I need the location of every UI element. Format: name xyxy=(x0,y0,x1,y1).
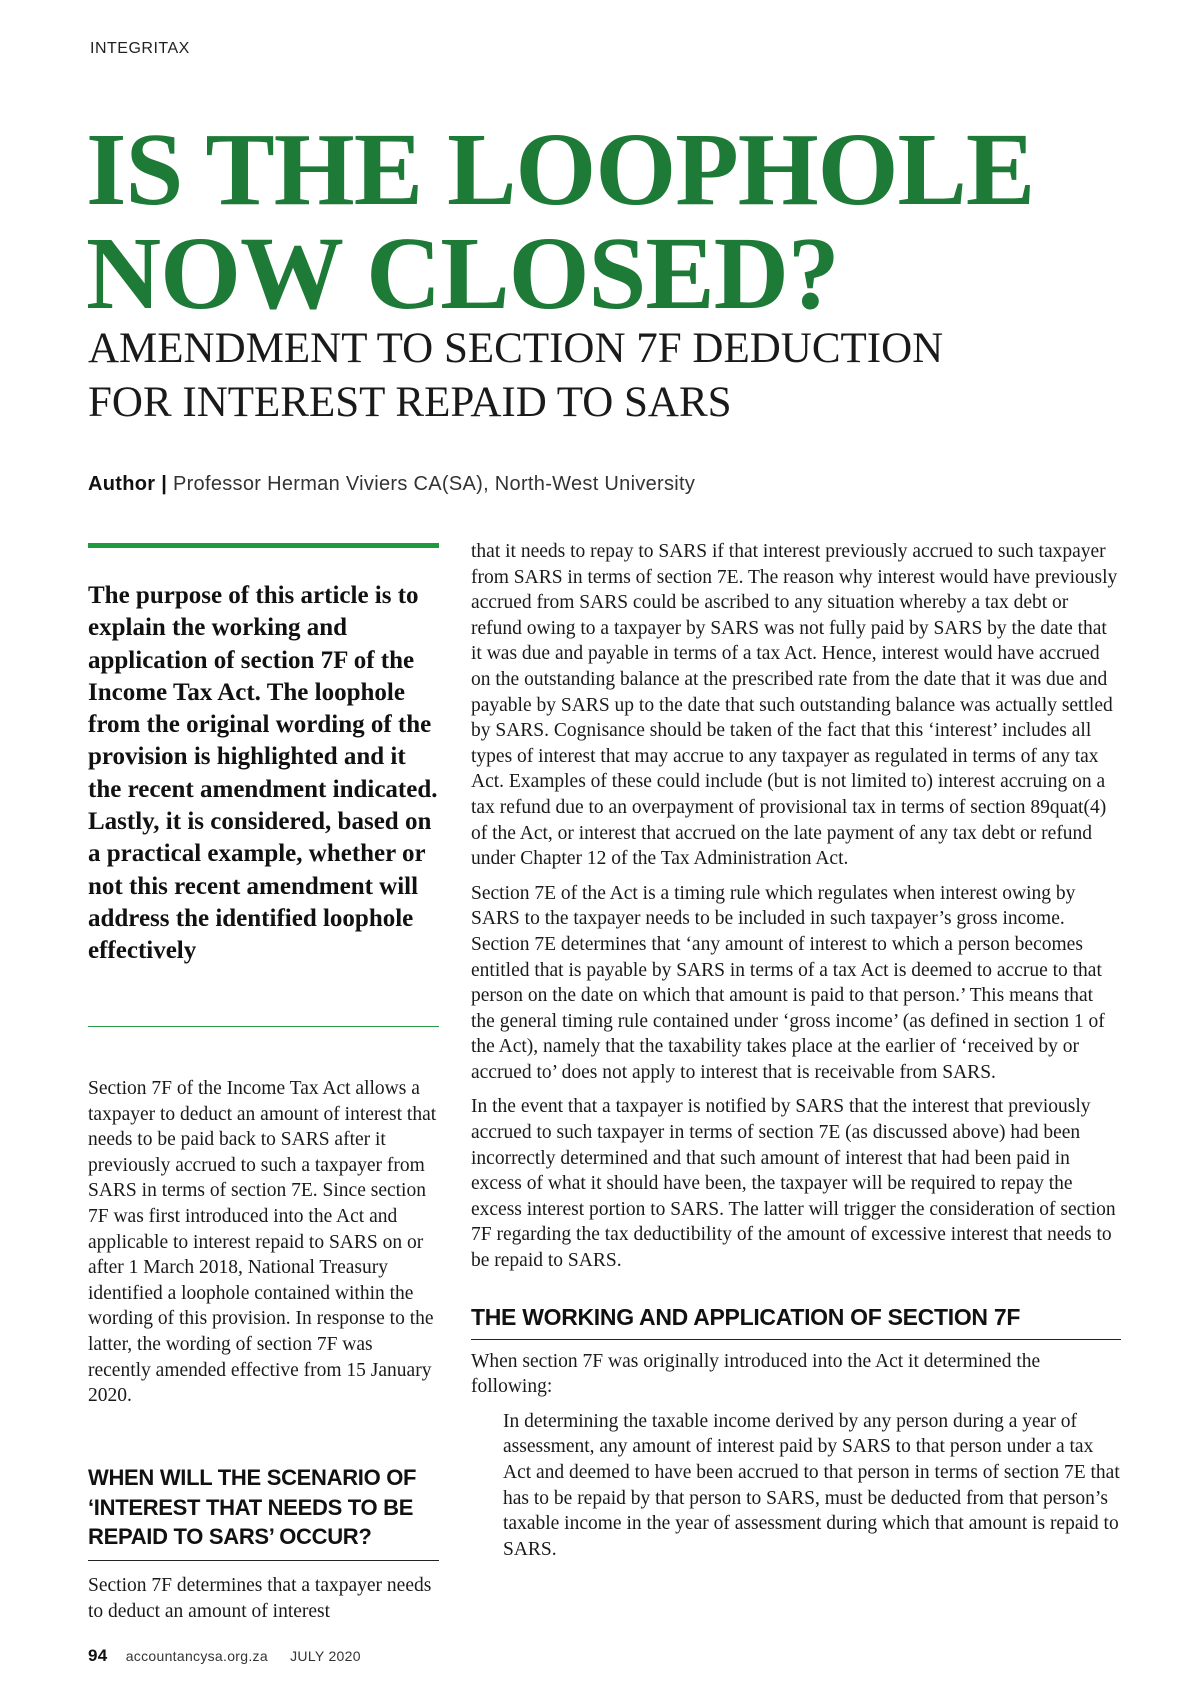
section-heading-scenario: WHEN WILL THE SCENARIO OF ‘INTEREST THAT NEEDS TO BE REPAID TO SARS’ OCCUR? xyxy=(88,1465,417,1549)
author-name: Professor Herman Viviers CA(SA), North-West University xyxy=(172,473,696,495)
page-number: 94 xyxy=(88,1646,108,1665)
section-heading-rule xyxy=(88,1560,439,1561)
abstract-bottom-rule xyxy=(88,1026,439,1027)
section-heading-working: THE WORKING AND APPLICATION OF SECTION 7F xyxy=(471,1303,1021,1330)
issue-date: JULY 2020 xyxy=(290,1648,361,1664)
page-footer xyxy=(88,1646,361,1666)
article-subtitle xyxy=(88,322,1128,430)
article-subtitle-line-1: AMENDMENT TO SECTION 7F DEDUCTION xyxy=(88,325,944,372)
publication-section-label: INTEGRITAX xyxy=(90,40,190,57)
right-column-paragraph-1: that it needs to repay to SARS if that interest previously accrued to such taxpayer from SARS in terms of section 7E. The reason why interest would have previously accrued from SARS could be ascribed to any situation whereby a tax debt or refund owing to a taxpayer by SARS was not fully paid by SARS by the date that it was due and payable in terms of a tax Act. Hence, interest would have accrued on the outstanding balance at the prescribed rate from the date that it was due and payable by SARS up to the date that such outstanding balance was actually settled by SARS. Cognisance should be taken of the fact that this ‘interest’ includes all types of interest that may accrue to any taxpayer as regulated in terms of any tax Act. Examples of these could include (but is not limited to) interest accruing on a tax refund due to an overpayment of provisional tax in terms of section 89quat(4) of the Act, or interest that accrued on the late payment of any tax debt or refund under Chapter 12 of the Tax Administration Act. xyxy=(471,541,1118,870)
section-heading-rule xyxy=(471,1339,1121,1340)
article-abstract: The purpose of this article is to explain the working and application of section 7F of the Income Tax Act. The loophole from the original wording of the provision is highlighted and it the recent amendment indicated. Lastly, it is considered, based on a practical example, whether or not this recent amendment will address the identified loophole effectively xyxy=(88,582,438,965)
right-column xyxy=(471,539,1121,1571)
article-title xyxy=(86,112,1126,331)
right-column-paragraph-3: In the event that a taxpayer is notified by SARS that the interest that previously accrued to such taxpayer in terms of section 7E (as discussed above) had been incorrectly determined and that such amount of interest that had been paid in excess of what it should have been, the taxpayer will be required to repay the excess interest portion to SARS. The latter will trigger the consideration of section 7F regarding the tax deductibility of the amount of excessive interest that needs to be repaid to SARS. xyxy=(471,1096,1116,1272)
article-title-line-1: IS THE LOOPHOLE xyxy=(86,112,1035,227)
article-subtitle-line-2: FOR INTEREST REPAID TO SARS xyxy=(88,379,732,426)
author-label: Author | xyxy=(88,473,168,495)
author-line xyxy=(88,473,695,496)
left-column-paragraph-1: Section 7F of the Income Tax Act allows a taxpayer to deduct an amount of interest that needs to be paid back to SARS after it previously accrued to such a taxpayer from SARS in terms of section 7E. Since section 7F was first introduced into the Act and applicable to interest repaid to SARS on or after 1 March 2018, National Treasury identified a loophole contained within the wording of this provision. In response to the latter, the wording of section 7F was recently amended effective from 15 January 2020. xyxy=(88,1078,437,1407)
left-column-paragraph-2: Section 7F determines that a taxpayer needs to deduct an amount of interest xyxy=(88,1575,432,1622)
right-column-paragraph-4: When section 7F was originally introduced into the Act it determined the following: xyxy=(471,1350,1041,1398)
article-title-line-2: NOW CLOSED? xyxy=(86,216,839,331)
statute-quote: In determining the taxable income derived by any person during a year of assessment, any amount of interest paid by SARS to that person under a tax Act and deemed to have been accrued to that person in terms of section 7E that has to be repaid by that person to SARS, must be deducted from that person’s taxable income in the year of assessment during which that amount is repaid to SARS. xyxy=(503,1410,1120,1560)
abstract-top-rule xyxy=(88,543,439,548)
footer-website-link[interactable]: accountancysa.org.za xyxy=(125,1648,268,1664)
right-column-paragraph-2: Section 7E of the Act is a timing rule which regulates when interest owing by SARS to the taxpayer needs to be included in such taxpayer’s gross income. Section 7E determines that ‘any amount of interest to which a person becomes entitled that is payable by SARS in terms of a tax Act is deemed to accrue to that person on the date on which that amount is paid to that person.’ This means that the general timing rule contained under ‘gross income’ (as defined in section 1 of the Act), namely that the taxability takes place at the earlier of ‘received by or accrued to’ does not apply to interest that is receivable from SARS. xyxy=(471,882,1105,1083)
